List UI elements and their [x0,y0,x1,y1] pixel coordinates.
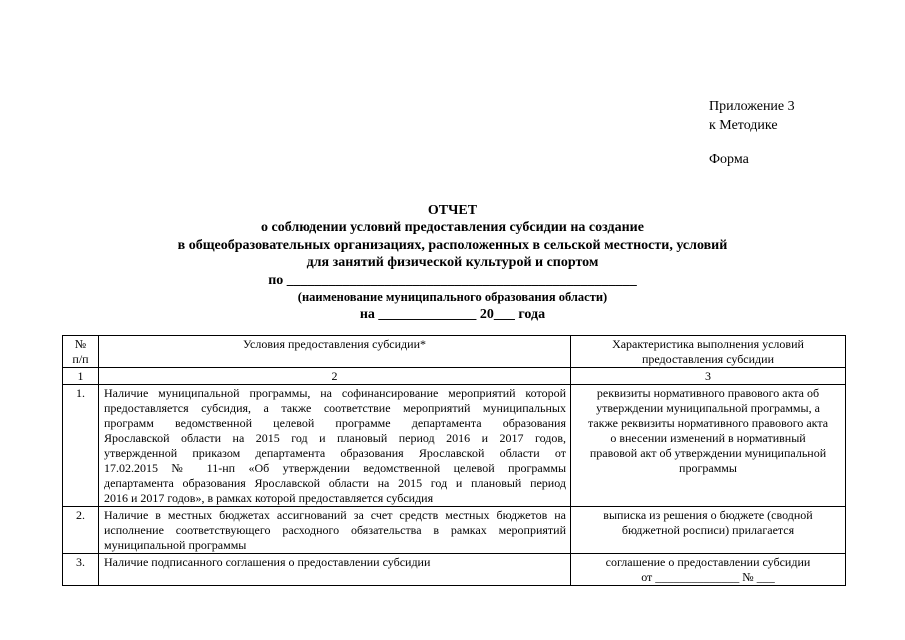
appendix-number: Приложение 3 [709,99,795,114]
report-title-block [0,202,905,324]
characteristic-text-line: правовой акт об утверждении муниципальной [589,446,827,460]
condition-text-line: департамента образования Ярославской области на 2015 год и плановый период [104,476,566,490]
conditions-table [62,335,846,586]
row-number: 3. [76,555,85,569]
condition-text-line: 2016 и 2017 годов», в рамках которой предоставляется субсидия [104,491,434,505]
column-number-cell [571,368,846,385]
characteristic-text-line: бюджетной росписи) прилагается [621,523,795,537]
column-numbers-row [63,368,846,385]
condition-text-line: программ ведомственной целевой программе департамента образования [104,416,566,430]
table-header-row [63,336,846,368]
municipality-caption: (наименование муниципального образования области) [297,290,608,305]
condition-text-line: исполнение соответствующего расходного обязательства в рамках мероприятий [104,523,566,537]
form-label: Форма [709,152,749,167]
condition-cell [99,385,571,507]
characteristic-text-line: о внесении изменений в нормативный [610,431,806,445]
table-header [63,336,846,368]
condition-cell [99,507,571,554]
condition-text-line: Наличие муниципальной программы, на софинансирование мероприятий которой [104,386,566,400]
header-number-label: № [74,337,87,351]
characteristic-cell [571,507,846,554]
characteristic-text-line: также реквизиты нормативного правового акта [587,416,829,430]
condition-text-line: 17.02.2015 № 11-нп «Об утверждении ведомственной целевой программы [104,461,566,475]
municipality-name-field: по __________________________________________________ [268,272,637,288]
header-number-cell [63,336,99,368]
column-number-cell [99,368,571,385]
header-conditions-cell [99,336,571,368]
row-number-cell [63,385,99,507]
report-subtitle-line: для занятий физической культурой и спортом [306,255,599,271]
column-number: 2 [331,369,338,383]
report-heading: ОТЧЕТ [427,203,478,218]
row-number-cell [63,507,99,554]
condition-text-line: предоставляется субсидия, а также соответствие мероприятий муниципальных [104,401,566,415]
characteristic-text-line: реквизиты нормативного правового акта об [596,386,820,400]
characteristic-cell [571,385,846,507]
header-number-label: п/п [72,352,89,366]
column-number: 1 [77,369,84,383]
header-characteristic-label: Характеристика выполнения условий [612,337,804,351]
characteristic-text-line: утверждении муниципальной программы, а [596,401,820,415]
column-number: 3 [705,369,711,383]
header-characteristic-cell [571,336,846,368]
condition-text-line: Наличие подписанного соглашения о предоставлении субсидии [104,555,431,569]
report-subtitle-line: в общеобразовательных организациях, расположенных в сельской местности, условий [177,237,728,253]
condition-cell [99,554,571,586]
condition-text-line: муниципальной программы [104,538,247,552]
row-number: 1. [76,386,85,400]
agreement-reference-field: от ______________ № ___ [641,570,775,584]
report-subtitle-line: о соблюдении условий предоставления субсидии на создание [261,220,644,236]
table-row [63,507,846,554]
condition-text-line: утвержденной приказом департамента образования Ярославской области от [104,446,566,460]
table-body [63,368,846,586]
appendix-header [709,97,795,169]
characteristic-text-line: программы [679,461,737,475]
condition-text-line: Ярославской области на 2015 год и плановый период 2016 и 2017 годов, [104,431,566,445]
table-row [63,554,846,586]
characteristic-cell [571,554,846,586]
characteristic-text-line: соглашение о предоставлении субсидии [605,555,811,569]
report-period-field: на ______________ 20___ года [359,307,546,323]
column-number-cell [63,368,99,385]
row-number-cell [63,554,99,586]
table-row [63,385,846,507]
appendix-reference: к Методике [709,118,778,133]
header-characteristic-label: предоставления субсидии [641,352,775,366]
characteristic-text-line: выписка из решения о бюджете (сводной [603,508,813,522]
row-number: 2. [76,508,85,522]
condition-text-line: Наличие в местных бюджетах ассигнований за счет средств местных бюджетов на [104,508,566,522]
header-conditions-label: Условия предоставления субсидии* [242,337,426,351]
